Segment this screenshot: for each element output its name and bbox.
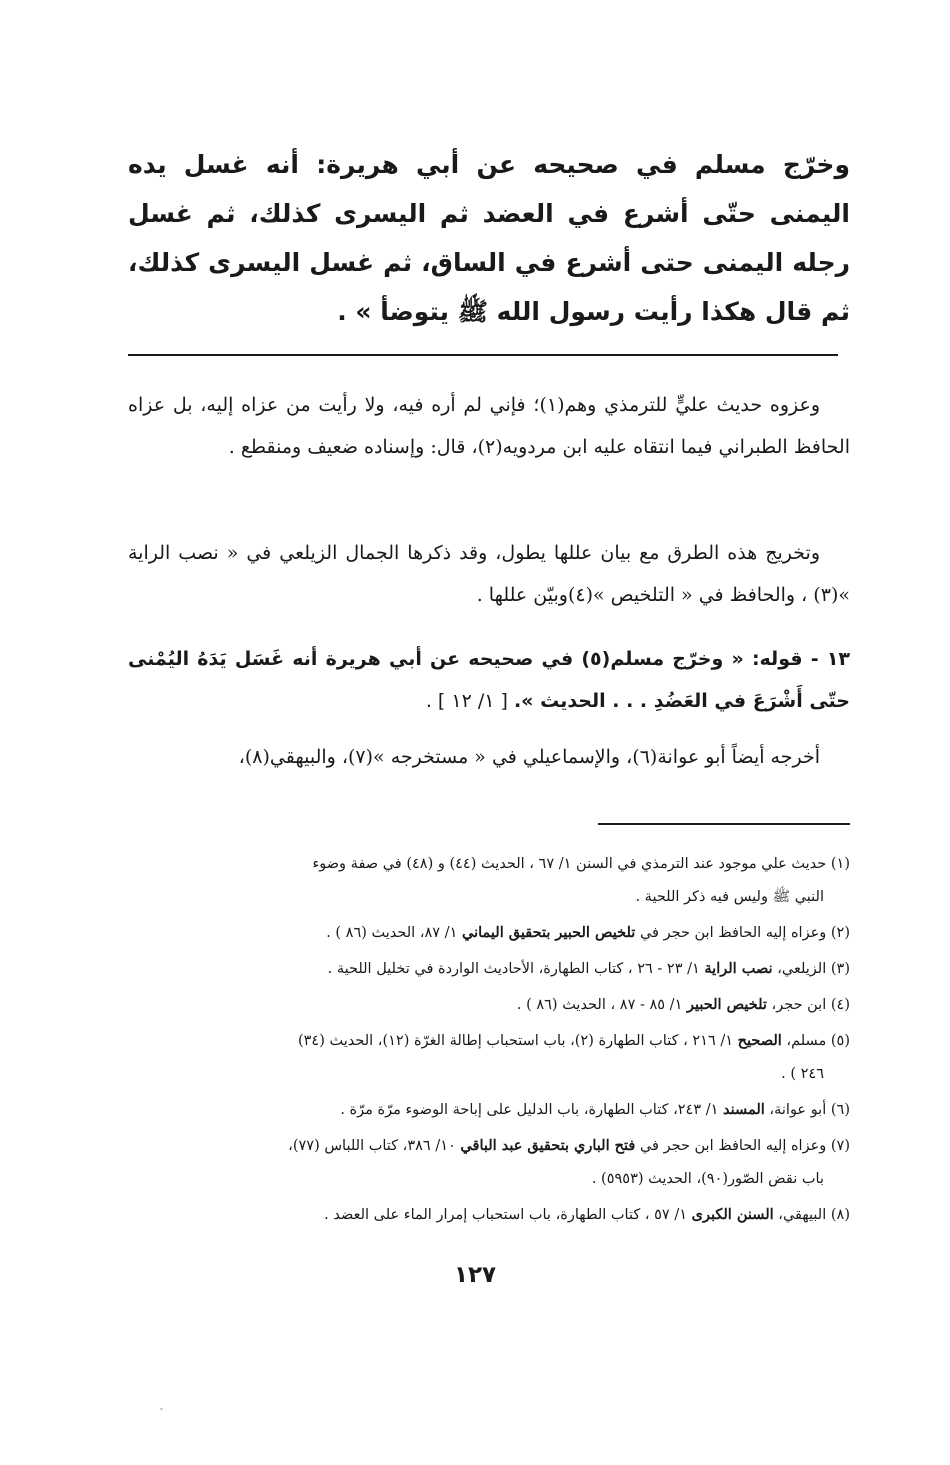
footnote-text: حديث علي موجود عند الترمذي في السنن ١/ ٦٧ ، الحديث (٤٤) و (٤٨) في صفة وضوء bbox=[312, 856, 827, 872]
footnote-number: (٧) bbox=[830, 1138, 850, 1154]
footnote-6 bbox=[128, 1093, 850, 1127]
footnote-text-post: ١٠/ ٣٨٦، كتاب اللباس (٧٧)، bbox=[288, 1138, 456, 1154]
footnote-source-title: تلخيص الحبير بتحقيق اليماني bbox=[461, 924, 636, 941]
footnote-text-pre: وعزاه إليه الحافظ ابن حجر في bbox=[639, 925, 827, 941]
footnote-3 bbox=[128, 952, 850, 986]
footnote-continuation: ٢٤٦ ) . bbox=[781, 1066, 824, 1082]
footnote-text-post: ١/ ٨٧، الحديث (٨٦ ) . bbox=[326, 925, 458, 941]
footnote-text-pre: البيهقي، bbox=[778, 1207, 827, 1223]
footnote-text-post: ١/ ٥٧ ، كتاب الطهارة، باب استحباب إمرار الماء على العضد . bbox=[324, 1207, 688, 1223]
matn-divider bbox=[128, 354, 838, 356]
footnote-text-post: ١/ ٢٤٣، كتاب الطهارة، باب الدليل على إباحة الوضوء مرّة مرّة . bbox=[340, 1102, 719, 1118]
footnote-number: (٨) bbox=[830, 1207, 850, 1223]
footnote-source-title: تلخيص الحبير bbox=[686, 996, 767, 1013]
footnote-source-title: فتح الباري بتحقيق عبد الباقي bbox=[460, 1137, 636, 1154]
footnote-text-pre: الزيلعي، bbox=[777, 961, 827, 977]
heading-quote: ١٣ - قوله: « وخرّج مسلم(٥) في صحيحه عن أبي هريرة أنه غَسَل يَدَهُ اليُمْنى حتّى أَشْرَعَ في العَضُدِ . . . الحديث ». bbox=[128, 648, 851, 712]
commentary-paragraph-4: أخرجه أيضاً أبو عوانة(٦)، والإسماعيلي في « مستخرجه »(٧)، والبيهقي(٨)، bbox=[238, 746, 820, 768]
footnote-divider bbox=[598, 823, 850, 825]
footnotes bbox=[128, 848, 850, 1234]
footnote-number: (٢) bbox=[830, 925, 850, 941]
footnote-5 bbox=[128, 1024, 850, 1091]
footnote-number: (٣) bbox=[830, 961, 850, 977]
footnote-source-title: الصحيح bbox=[737, 1032, 782, 1049]
footnote-text-post: ١/ ٢١٦ ، كتاب الطهارة (٢)، باب استحباب إطالة الغرّة (١٢)، الحديث (٣٤) bbox=[297, 1033, 734, 1049]
footnote-text-post: ١/ ٢٣ - ٢٦ ، كتاب الطهارة، الأحاديث الواردة في تخليل اللحية . bbox=[327, 961, 700, 977]
footnote-number: (٤) bbox=[830, 997, 850, 1013]
footnote-text-pre: ابن حجر، bbox=[771, 997, 827, 1013]
page-number: ١٢٧ bbox=[453, 1262, 497, 1288]
footnote-4 bbox=[128, 988, 850, 1022]
footnote-continuation: النبي ﷺ وليس فيه ذكر اللحية . bbox=[635, 889, 824, 905]
footnote-number: (١) bbox=[830, 856, 850, 872]
heading-reference: [ ١/ ١٢ ] . bbox=[425, 690, 508, 712]
matn-text: وخرّج مسلم في صحيحه عن أبي هريرة: أنه غسل يده اليمنى حتّى أشرع في العضد ثم اليسرى كذلك، ثم غسل رجله اليمنى حتى أشرع في الساق، ثم غسل اليسرى كذلك، ثم قال هكذا رأيت رسول الله ﷺ يتوضأ » . bbox=[128, 150, 850, 326]
commentary-paragraph-1: وعزوه حديث عليٍّ للترمذي وهم(١)؛ فإني لم أره فيه، ولا رأيت من عزاه إليه، بل عزاه الحافظ الطبراني فيما انتقاه عليه ابن مردويه(٢)، قال: وإسناده ضعيف ومنقطع . bbox=[128, 394, 850, 458]
footnote-text-pre: وعزاه إليه الحافظ ابن حجر في bbox=[639, 1138, 827, 1154]
footnote-2 bbox=[128, 916, 850, 950]
commentary-paragraph-2: وتخريج هذه الطرق مع بيان عللها يطول، وقد ذكرها الجمال الزيلعي في « نصب الراية »(٣) ، والحافظ في « التلخيص »(٤)وبيّن عللها . bbox=[128, 542, 850, 606]
footnote-number: (٥) bbox=[830, 1033, 850, 1049]
footnote-text-pre: أبو عوانة، bbox=[769, 1102, 827, 1118]
footnote-text-post: ١/ ٨٥ - ٨٧ ، الحديث (٨٦ ) . bbox=[516, 997, 683, 1013]
commentary-heading-13 bbox=[128, 638, 850, 722]
footnote-continuation: باب نقض الصّور(٩٠)، الحديث (٥٩٥٣) . bbox=[591, 1171, 824, 1187]
footnote-1 bbox=[128, 848, 850, 914]
footnote-source-title: نصب الراية bbox=[704, 960, 773, 977]
scan-speck bbox=[160, 1408, 163, 1410]
footnote-number: (٦) bbox=[830, 1102, 850, 1118]
footnote-source-title: المسند bbox=[723, 1101, 765, 1118]
footnote-source-title: السنن الكبرى bbox=[691, 1206, 774, 1223]
footnote-7 bbox=[128, 1129, 850, 1196]
footnote-text-pre: مسلم، bbox=[786, 1033, 827, 1049]
footnote-8 bbox=[128, 1198, 850, 1232]
